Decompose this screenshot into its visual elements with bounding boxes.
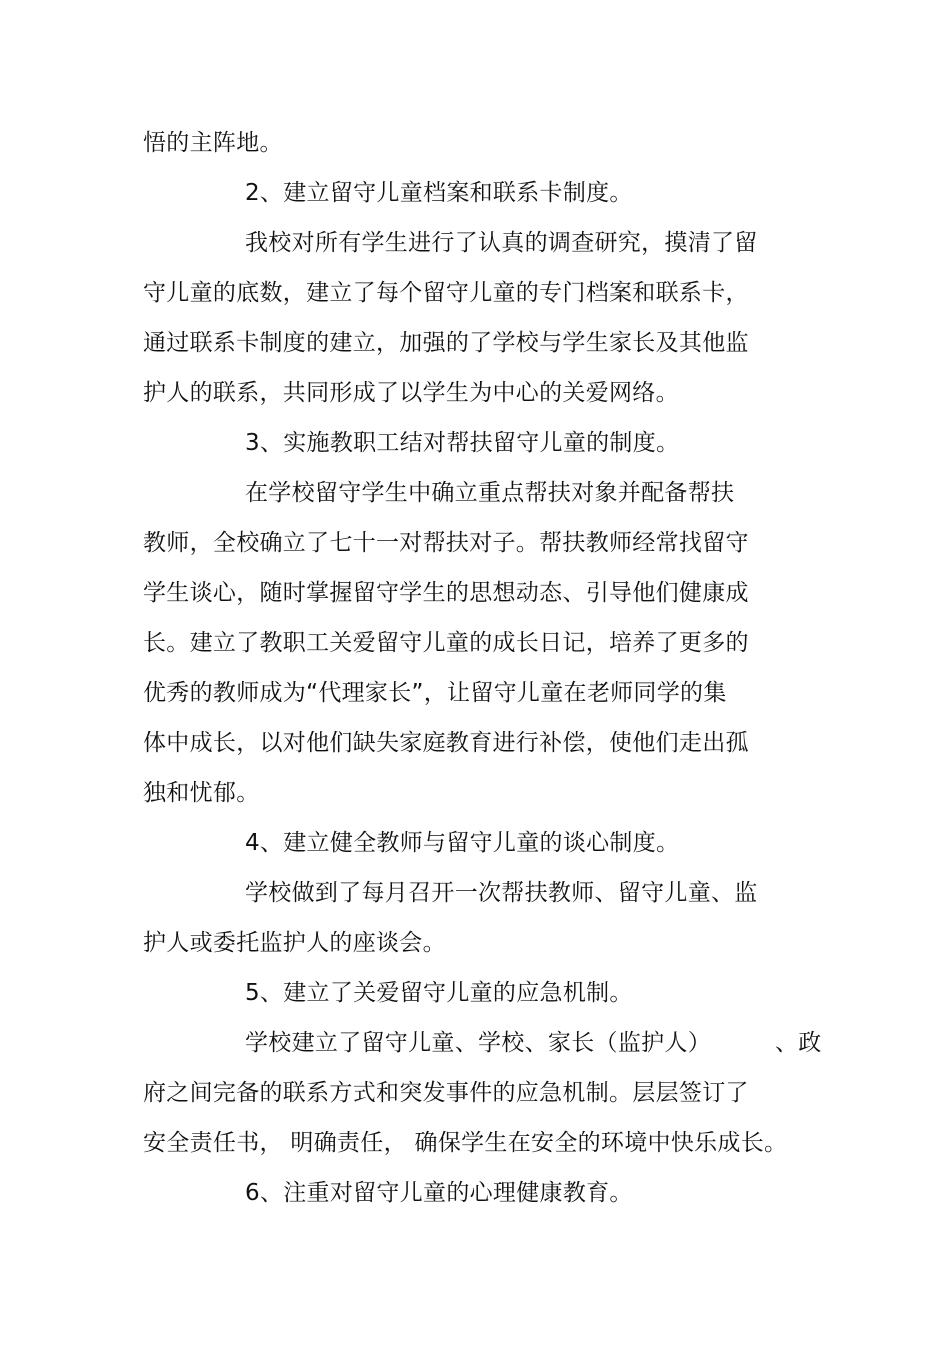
text-line-5: 通过联系卡制度的建立，加强的了学校与学生家长及其他监 bbox=[143, 330, 749, 356]
text-line-11: 长。建立了教职工关爱留守儿童的成长日记，培养了更多的 bbox=[143, 630, 749, 656]
section-heading-5: 5、建立了关爱留守儿童的应急机制。 bbox=[245, 980, 633, 1006]
text-line-21: 安全责任书， 明确责任， 确保学生在安全的环境中快乐成长。 bbox=[143, 1130, 788, 1156]
text-line-20: 府之间完备的联系方式和突发事件的应急机制。层层签订了 bbox=[143, 1080, 749, 1106]
text-line-19-part-a: 学校建立了留守儿童、学校、家长（监护人） bbox=[245, 1030, 711, 1056]
text-line-17: 护人或委托监护人的座谈会。 bbox=[143, 930, 446, 956]
text-line-4: 守儿童的底数，建立了每个留守儿童的专门档案和联系卡， bbox=[143, 280, 749, 306]
text-line-9: 教师，全校确立了七十一对帮扶对子。帮扶教师经常找留守 bbox=[143, 530, 749, 556]
text-line-14: 独和忧郁。 bbox=[143, 780, 260, 806]
text-line-12: 优秀的教师成为“代理家长”，让留守儿童在老师同学的集 bbox=[143, 680, 727, 706]
text-line-19 bbox=[245, 1028, 822, 1058]
text-line-16: 学校做到了每月召开一次帮扶教师、留守儿童、监 bbox=[245, 880, 758, 906]
section-heading-2: 2、建立留守儿童档案和联系卡制度。 bbox=[245, 180, 633, 206]
text-line-1: 悟的主阵地。 bbox=[143, 130, 283, 156]
text-line-13: 体中成长，以对他们缺失家庭教育进行补偿，使他们走出孤 bbox=[143, 730, 749, 756]
section-heading-3: 3、实施教职工结对帮扶留守儿童的制度。 bbox=[245, 430, 680, 456]
section-heading-4: 4、建立健全教师与留守儿童的谈心制度。 bbox=[245, 830, 680, 856]
text-line-19-part-b: 、政 bbox=[775, 1030, 822, 1056]
text-line-3: 我校对所有学生进行了认真的调查研究，摸清了留 bbox=[245, 230, 758, 256]
section-heading-6: 6、注重对留守儿童的心理健康教育。 bbox=[245, 1180, 633, 1206]
text-line-6: 护人的联系，共同形成了以学生为中心的关爱网络。 bbox=[143, 380, 679, 406]
text-line-10: 学生谈心，随时掌握留守学生的思想动态、引导他们健康成 bbox=[143, 580, 749, 606]
text-line-8: 在学校留守学生中确立重点帮扶对象并配备帮扶 bbox=[245, 480, 735, 506]
